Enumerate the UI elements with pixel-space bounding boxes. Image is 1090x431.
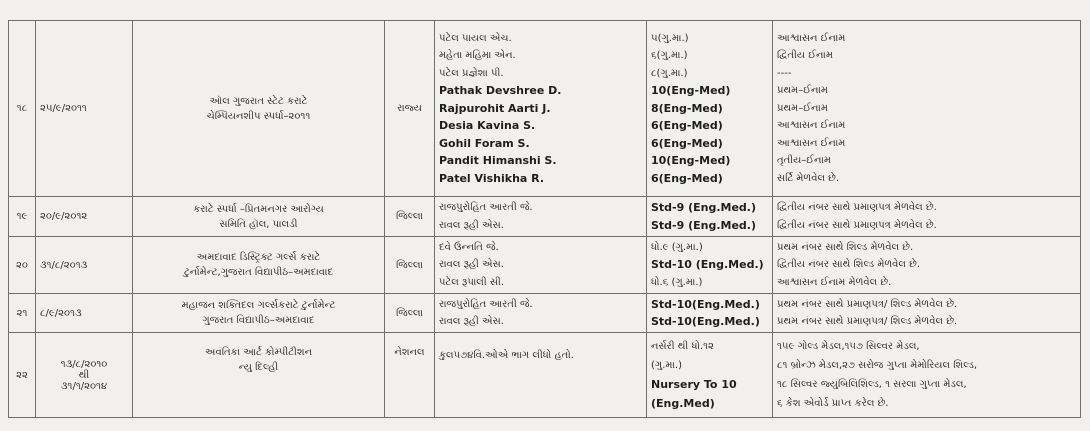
row-date: ૩૧/૮/૨૦૧૩ — [36, 237, 133, 294]
event-name: અવંતિકા આર્ટ કોમ્પીટીશન ન્યુ દિલ્હી — [133, 333, 385, 418]
event-level: રાજ્ય — [385, 21, 435, 197]
awards: આશ્વાસન ઈનામ દ્વિતીય ઈનામ ---- પ્રથમ–ઈનામ પ્રથમ–ઈનામ આશ્વાસન ઈનામ આશ્વાસન ઈનામ તૃતીય–ઈનામ સર્ટિ મેળવેલ છે. — [773, 21, 1081, 197]
event-level: જિલ્લા — [385, 197, 435, 237]
student-names: કુલ૫૭૪વિ.ઓએ ભાગ લીધો હતો. — [435, 333, 647, 418]
student-classes: ૫(ગુ.મા.) ૬(ગુ.મા.) ૮(ગુ.મા.) 10(Eng-Med) 8(Eng-Med) 6(Eng-Med) 6(Eng-Med) 10(Eng-Med) 6(Eng-Med) — [647, 21, 773, 197]
student-names: રાજપુરોહિત આરતી જે. રાવલ રૂહી એસ. — [435, 294, 647, 333]
student-classes: Std-9 (Eng.Med.) Std-9 (Eng.Med.) — [647, 197, 773, 237]
row-date: ૨૫/૯/૨૦૧૧ — [36, 21, 133, 197]
awards: દ્વિતીય નંબર સાથે પ્રમાણપત્ર મેળવેલ છે. દ્વિતીય નંબર સાથે પ્રમાણપત્ર મેળવેલ છે. — [773, 197, 1081, 237]
student-names: રાજપુરોહિત આરતી જે. રાવલ રૂહી એસ. — [435, 197, 647, 237]
student-classes: ધો.૯ (ગુ.મા.) Std-10 (Eng.Med.) ધો.૬ (ગુ.મા.) — [647, 237, 773, 294]
table-row — [9, 237, 1081, 294]
event-level: જિલ્લા — [385, 294, 435, 333]
event-name: અમદાવાદ ડિસ્ટ્રિક્ટ ગર્લ્સ કરાટે ટુર્નામેન્ટ,ગુજરાત વિદ્યાપીઠ–અમદાવાદ — [133, 237, 385, 294]
row-number: ૨૦ — [9, 237, 36, 294]
row-number: ૨૧ — [9, 294, 36, 333]
table-row — [9, 294, 1081, 333]
student-names: દવે ઉન્નતિ જે. રાવલ રૂહી એસ. પટેલ રૂપાલી સી. — [435, 237, 647, 294]
awards: પ્રથમ નંબર સાથે પ્રમાણપત્ર/ શિલ્ડ મેળવેલ છે. પ્રથમ નંબર સાથે પ્રમાણપત્ર/ શિલ્ડ મેળવેલ છે. — [773, 294, 1081, 333]
event-name: ઑલ ગુજરાત સ્ટેટ કરાટે ચેમ્પિયનશીપ સ્પર્ધા–૨૦૧૧ — [133, 21, 385, 197]
row-number: ૧૯ — [9, 197, 36, 237]
event-level: જિલ્લા — [385, 237, 435, 294]
row-number: ૨૨ — [9, 333, 36, 418]
row-date: ૨૦/૯/૨૦૧૨ — [36, 197, 133, 237]
row-number: ૧૮ — [9, 21, 36, 197]
row-date: ૧૩/૮/૨૦૧૦ થી ૩૧/૧/૨૦૧૪ — [36, 333, 133, 418]
table-row — [9, 197, 1081, 237]
awards: પ્રથમ નંબર સાથે શિલ્ડ મેળવેલ છે. દ્વિતીય નંબર સાથે શિલ્ડ મેળવેલ છે. આશ્વાસન ઈનામ મેળવેલ છે. — [773, 237, 1081, 294]
event-level: નેશનલ — [385, 333, 435, 418]
student-classes: નર્સરી થી ધો.૧૨ (ગુ.મા.) Nursery To 10 (Eng.Med) — [647, 333, 773, 418]
table-row — [9, 333, 1081, 418]
table-row — [9, 21, 1081, 197]
event-name: કરાટે સ્પર્ધા –પ્રિતમનગર આરોગ્ય સમિતિ હૉલ, પાલડી — [133, 197, 385, 237]
event-name: મહાજન શક્તિદલ ગર્લ્સકરાટે ટુર્નામેન્ટ ગુજરાત વિદ્યાપીઠ–અમદાવાદ — [133, 294, 385, 333]
awards: ૧૫૯ ગોલ્ડ મેડલ,૧૫૭ સિલ્વર મેડલ, ૮૧ બ્રોન્ઝ મેડલ,૨૭ સરોજ ગુપ્તા મેમોરિયલ શિલ્ડ, ૧૮ સિલ્વર જ્યુબિલિશિલ્ડ, ૧ સરલા ગુપ્તા મેડલ, ૬ કેશ એવોર્ડ પ્રાપ્ત કરેલ છે. — [773, 333, 1081, 418]
student-names: પટેલ પાયલ એચ. મહેતા મહિમા એન. પટેલ પ્રજ્ઞેશા પી. Pathak Devshree D. Rajpurohit Aarti J. Desia Kavina S. Gohil Foram S. Pandit Himanshi S. Patel Vishikha R. — [435, 21, 647, 197]
achievements-table — [8, 20, 1081, 418]
student-classes: Std-10(Eng.Med.) Std-10(Eng.Med.) — [647, 294, 773, 333]
row-date: ૮/૯/૨૦૧૩ — [36, 294, 133, 333]
